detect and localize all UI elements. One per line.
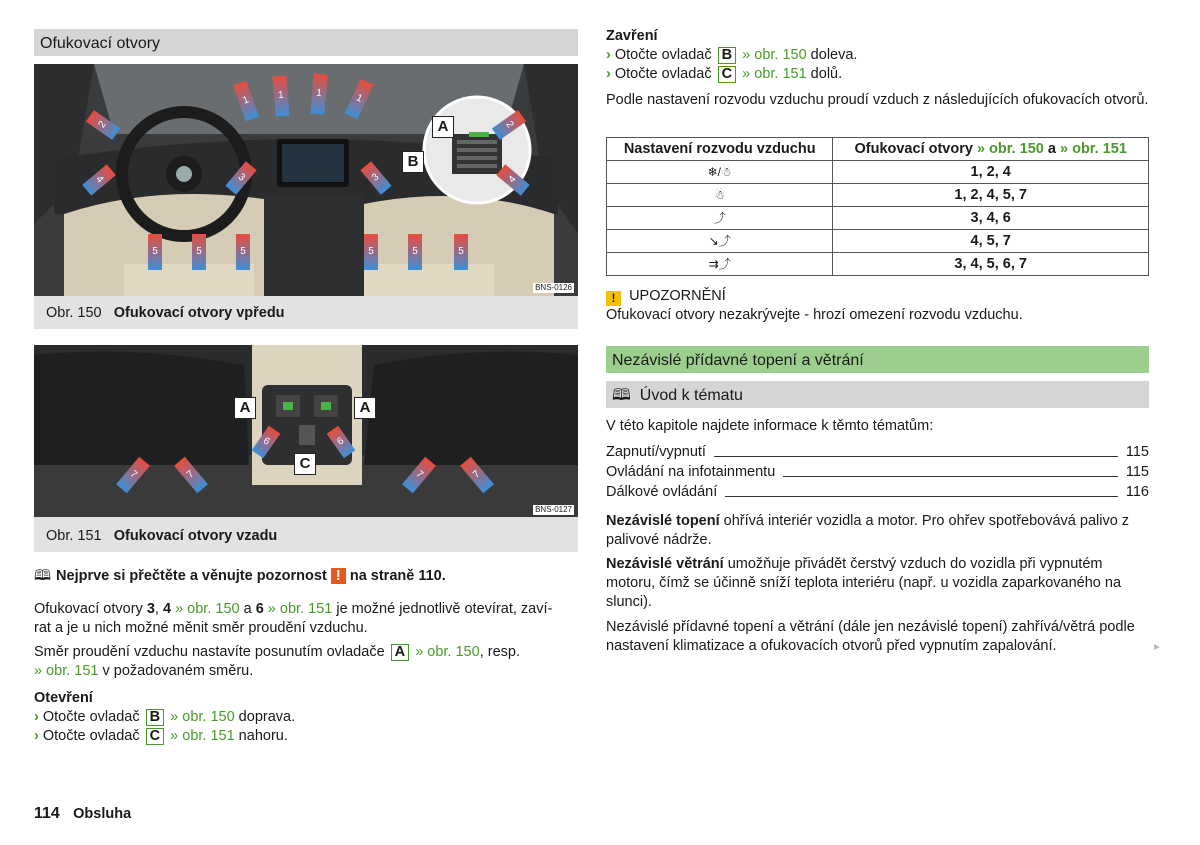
arrow-1: 1 [310,73,327,114]
chevron-icon: › [606,47,611,63]
table-row: ⇉⤴ 3, 4, 5, 6, 7 [607,253,1149,276]
label-A: A [432,116,454,138]
airflow-upper-icon: ☃ [607,184,833,207]
arrow-5: 5 [408,234,422,270]
arrow-5: 5 [454,234,468,270]
continue-arrow-icon: ► [1152,642,1162,653]
arrow-4: 4 [82,164,116,195]
arrow-3: 3 [225,161,256,195]
figure-caption [46,527,277,546]
paragraph-direction: Směr proudění vzduchu nastavíte posunutím ovladače A » obr. 150, resp. » obr. 151 v požadovaném směru. [34,644,520,679]
table-row: ⤴ 3, 4, 6 [607,207,1149,230]
ref-link[interactable]: » obr. 150 [171,601,240,617]
figure-151 [34,345,578,552]
ref-link[interactable]: » obr. 150 [415,644,480,660]
toc-item[interactable]: Dálkové ovládání 116 [606,484,1149,500]
arrow-7: 7 [174,457,208,494]
airflow-upper-feet-icon: ⤴ [607,207,833,230]
open-instructions [34,689,578,746]
key-B: B [146,709,164,726]
ref-link[interactable]: » obr. 151 [742,66,807,82]
vents-table [606,137,1149,276]
list-item: › Otočte ovladač B » obr. 150 doleva. [606,47,858,63]
caption-title: Ofukovací otvory vpředu [113,305,285,321]
warning-text: Ofukovací otvory nezakrývejte - hrozí omezení rozvodu vzduchu. [606,307,1023,323]
book-icon: 🕮 [34,568,52,584]
label-A: A [234,397,256,419]
column-header: Nastavení rozvodu vzduchu [607,138,833,161]
section-title-heating: Nezávislé přídavné topení a větrání [606,346,1149,373]
warning-title: UPOZORNĚNÍ [629,288,726,304]
figure-caption [46,304,285,323]
rear-vents-illustration [34,345,578,517]
figure-code: BNS-0127 [535,505,572,514]
airflow-all-icon: ⇉⤴ [607,253,833,276]
column-header: Ofukovací otvory » obr. 150 a » obr. 151 [833,138,1149,161]
label-A: A [354,397,376,419]
ref-link[interactable]: » obr. 151 [263,601,333,617]
arrow-3: 3 [360,161,391,195]
arrow-1: 1 [233,81,259,121]
paragraph-heating: Nezávislé topení ohřívá interiér vozidla a motor. Pro ohřev spotřebovává palivo z palivové nádrže. [606,513,1130,548]
label-B: B [402,151,424,173]
paragraph-vents: Ofukovací otvory 3, 4 » obr. 150 a 6 » obr. 151 je možné jednotlivě otevírat, zaví- rat a je u nich možné měnit směr proudění vzduchu. [34,601,553,636]
paragraph-ventilation: Nezávislé větrání umožňuje přivádět čerstvý vzduch do vozidla při vypnutém motoru, čímž se účinně sníží teplota interiéru (např. u vozidla zaparkovaného na slunci). [606,556,1122,610]
front-dashboard-illustration [34,64,578,296]
caption-number: Obr. 151 [46,528,102,544]
ref-link[interactable]: » obr. 151 [170,728,235,744]
arrow-7: 7 [460,457,494,494]
table-row: ❄/☃ 1, 2, 4 [607,161,1149,184]
arrow-7: 7 [116,457,150,494]
defrost-windshield-icon: ❄/☃ [607,161,833,184]
arrow-2: 2 [492,110,526,140]
arrow-6: 6 [327,426,356,459]
close-title: Zavření [606,28,658,44]
chevron-icon: › [34,728,39,744]
arrow-1: 1 [345,79,374,119]
chapter-name: Obsluha [73,806,132,822]
arrow-2: 2 [86,110,120,140]
book-icon: 🕮 [612,387,631,404]
arrow-4: 4 [496,164,530,195]
label-C: C [294,453,316,475]
key-C: C [718,66,736,83]
key-A: A [391,644,409,661]
open-title: Otevření [34,690,93,706]
section-title-vents [34,29,578,56]
table-row: ↘⤴ 4, 5, 7 [607,230,1149,253]
section-title-text: Ofukovací otvory [40,35,161,52]
subsection-title: 🕮 Úvod k tématu [606,381,1149,408]
warning-block [606,287,1149,325]
warning-icon: ! [606,291,621,306]
ref-link[interactable]: » obr. 150 [976,140,1044,157]
close-instructions [606,27,1149,84]
caption-title: Ofukovací otvory vzadu [113,528,278,544]
page-footer [34,804,131,824]
arrow-7: 7 [402,457,436,494]
arrow-5: 5 [364,234,378,270]
intro-paragraph: Podle nastavení rozvodu vzduchu proudí vzduch z následujících ofukovacích otvorů. [606,92,1149,108]
chevron-icon: › [606,66,611,82]
arrow-1: 1 [272,75,289,116]
figure-code: BNS-0126 [535,283,572,292]
figure-150 [34,64,578,329]
arrow-6: 6 [252,426,281,459]
toc-intro: V této kapitole najdete informace k těmto tématům: [606,418,934,434]
list-item: › Otočte ovladač C » obr. 151 dolů. [606,66,843,82]
arrow-5: 5 [236,234,250,270]
ref-link[interactable]: » obr. 151 [34,663,99,679]
warning-icon: ! [331,568,346,584]
ref-link[interactable]: » obr. 150 [742,47,807,63]
key-C: C [146,728,164,745]
toc-item[interactable]: Zapnutí/vypnutí 115 [606,444,1149,460]
paragraph-last: Nezávislé přídavné topení a větrání (dále jen nezávislé topení) zahřívá/větrá podle nastavení klimatizace a ofukovacích otvorů před vypnutím zapalování. [606,619,1135,654]
table-row: ☃ 1, 2, 4, 5, 7 [607,184,1149,207]
chevron-icon: › [34,709,39,725]
caption-number: Obr. 150 [46,305,102,321]
page-number: 114 [34,805,60,822]
toc-item[interactable]: Ovládání na infotainmentu 115 [606,464,1149,480]
arrow-5: 5 [148,234,162,270]
key-B: B [718,47,736,64]
list-item: › Otočte ovladač B » obr. 150 doprava. [34,709,296,725]
ref-link[interactable]: » obr. 151 [1060,140,1127,157]
airflow-feet-icon: ↘⤴ [607,230,833,253]
read-first-note: 🕮 Nejprve si přečtěte a věnujte pozornost ! na straně 110. [34,568,446,584]
list-item: › Otočte ovladač C » obr. 151 nahoru. [34,728,288,744]
arrow-5: 5 [192,234,206,270]
ref-link[interactable]: » obr. 150 [170,709,235,725]
